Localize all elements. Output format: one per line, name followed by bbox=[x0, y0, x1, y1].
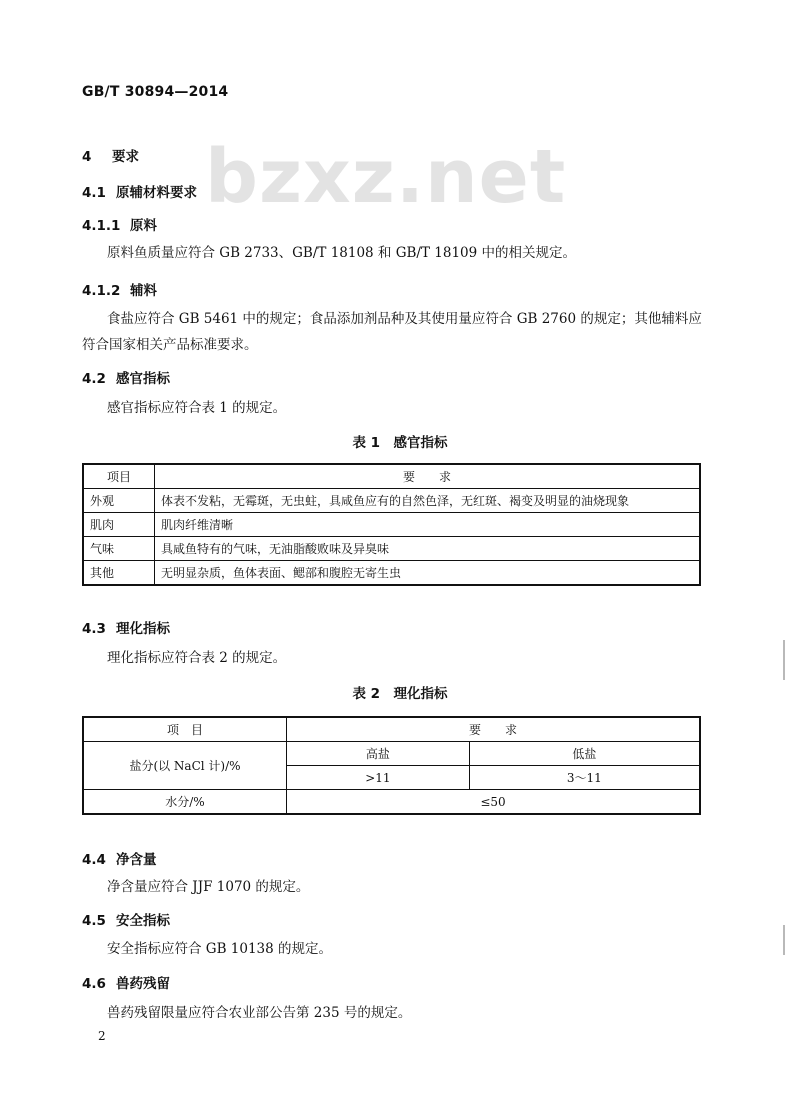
section-number: 4 bbox=[82, 149, 92, 165]
section-4-1-heading bbox=[82, 181, 197, 201]
section-4-1-2-text: 食盐应符合 GB 5461 中的规定；食品添加剂品种及其使用量应符合 GB 2760 的规定；其他辅料应符合国家相关产品标准要求。 bbox=[82, 311, 702, 353]
section-4-3-heading bbox=[82, 617, 170, 637]
table-2-caption: 表 2 理化指标 bbox=[352, 686, 448, 702]
table-row bbox=[83, 790, 700, 815]
standard-code: GB/T 30894—2014 bbox=[82, 84, 229, 100]
sub-header-low-salt: 低盐 bbox=[469, 742, 700, 766]
sub-header-high-salt: 高盐 bbox=[287, 742, 470, 766]
section-title: 要求 bbox=[112, 149, 139, 165]
section-number: 4.6 bbox=[82, 976, 106, 992]
section-4-2-heading bbox=[82, 367, 170, 387]
section-number: 4.3 bbox=[82, 621, 106, 637]
section-4-6-text: 兽药残留限量应符合农业部公告第 235 号的规定。 bbox=[107, 1005, 412, 1021]
row-item: 肌肉 bbox=[83, 513, 155, 537]
section-title: 兽药残留 bbox=[116, 976, 170, 992]
section-number: 4.4 bbox=[82, 852, 106, 868]
table-row bbox=[83, 742, 700, 766]
header-requirement: 要 求 bbox=[155, 464, 701, 489]
row-requirement: 体表不发粘，无霉斑，无虫蛀，具咸鱼应有的自然色泽，无红斑、褐变及明显的油烧现象 bbox=[155, 489, 701, 513]
scan-edge-mark bbox=[783, 925, 785, 955]
table-row bbox=[83, 537, 700, 561]
section-number: 4.2 bbox=[82, 371, 106, 387]
row-item: 气味 bbox=[83, 537, 155, 561]
header-requirement: 要 求 bbox=[287, 717, 701, 742]
section-number: 4.1.1 bbox=[82, 218, 121, 234]
row-requirement: 无明显杂质，鱼体表面、鳃部和腹腔无寄生虫 bbox=[155, 561, 701, 586]
section-title: 感官指标 bbox=[116, 371, 170, 387]
section-4-heading bbox=[82, 145, 139, 165]
table-row bbox=[83, 489, 700, 513]
header-item: 项 目 bbox=[83, 717, 287, 742]
section-number: 4.5 bbox=[82, 913, 106, 929]
table-1-caption: 表 1 感官指标 bbox=[352, 435, 448, 451]
section-4-5-heading bbox=[82, 909, 170, 929]
section-4-1-1-text: 原料鱼质量应符合 GB 2733、GB/T 18108 和 GB/T 18109 中的相关规定。 bbox=[107, 245, 577, 261]
section-number: 4.1 bbox=[82, 185, 106, 201]
salt-high-value: >11 bbox=[287, 766, 470, 790]
water-label: 水分/% bbox=[83, 790, 287, 815]
sensory-table bbox=[82, 463, 701, 586]
section-4-3-text: 理化指标应符合表 2 的规定。 bbox=[107, 650, 287, 666]
row-requirement: 具咸鱼特有的气味，无油脂酸败味及异臭味 bbox=[155, 537, 701, 561]
table-header-row bbox=[83, 464, 700, 489]
section-4-4-heading bbox=[82, 848, 157, 868]
section-4-2-text: 感官指标应符合表 1 的规定。 bbox=[107, 400, 287, 416]
table-header-row bbox=[83, 717, 700, 742]
row-requirement: 肌肉纤维清晰 bbox=[155, 513, 701, 537]
section-4-4-text: 净含量应符合 JJF 1070 的规定。 bbox=[107, 879, 310, 895]
section-4-6-heading bbox=[82, 972, 170, 992]
watermark: bzxz.net bbox=[205, 134, 567, 220]
physicochemical-table bbox=[82, 716, 701, 815]
section-title: 净含量 bbox=[116, 852, 157, 868]
section-4-1-2-heading bbox=[82, 279, 157, 299]
section-title: 理化指标 bbox=[116, 621, 170, 637]
salt-low-value: 3～11 bbox=[469, 766, 700, 790]
table-row bbox=[83, 513, 700, 537]
header-item: 项目 bbox=[83, 464, 155, 489]
salt-label: 盐分(以 NaCl 计)/% bbox=[83, 742, 287, 790]
water-value: ≤50 bbox=[287, 790, 701, 815]
section-4-5-text: 安全指标应符合 GB 10138 的规定。 bbox=[107, 941, 333, 957]
section-title: 原料 bbox=[130, 218, 157, 234]
page-number: 2 bbox=[98, 1029, 106, 1043]
section-title: 原辅材料要求 bbox=[116, 185, 197, 201]
section-title: 安全指标 bbox=[116, 913, 170, 929]
row-item: 外观 bbox=[83, 489, 155, 513]
section-number: 4.1.2 bbox=[82, 283, 121, 299]
scan-edge-mark bbox=[783, 640, 785, 680]
section-title: 辅料 bbox=[130, 283, 157, 299]
table-row bbox=[83, 561, 700, 586]
section-4-1-1-heading bbox=[82, 214, 157, 234]
row-item: 其他 bbox=[83, 561, 155, 586]
